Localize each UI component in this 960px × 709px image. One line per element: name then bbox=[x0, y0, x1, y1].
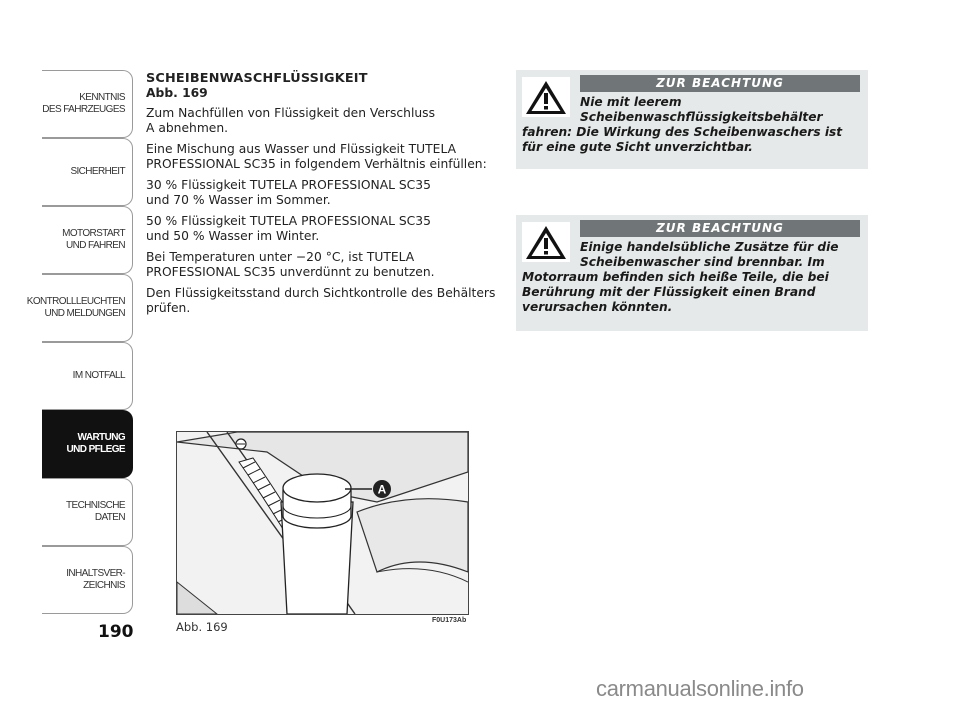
callout-a-label: A bbox=[377, 482, 387, 497]
warning-title: ZUR BEACHTUNG bbox=[580, 220, 860, 237]
tab-wartung-und-pflege[interactable]: WARTUNG UND PFLEGE bbox=[42, 410, 133, 478]
warning-text-lead: Einige handelsübliche Zusätze für die Scheibenwascher sind brennbar. Im bbox=[580, 240, 839, 269]
warning-title: ZUR BEACHTUNG bbox=[580, 75, 860, 92]
warning-box bbox=[516, 70, 868, 169]
page-number: 190 bbox=[98, 622, 134, 642]
warning-text-lead: Nie mit leerem Scheibenwaschflüssigkeitsbehälter bbox=[580, 95, 823, 124]
warning-triangle-icon bbox=[522, 77, 570, 117]
paragraph: Eine Mischung aus Wasser und Flüssigkeit TUTELA PROFESSIONAL SC35 in folgendem Verhältnis einfüllen: bbox=[146, 142, 487, 171]
tab-kontrollleuchten[interactable]: KONTROLLLEUCHTEN UND MELDUNGEN bbox=[42, 274, 133, 342]
tab-motorstart[interactable]: MOTORSTART UND FAHREN bbox=[42, 206, 133, 274]
warning-text-rest: Motorraum befinden sich heiße Teile, die bei Berührung mit der Flüssigkeit einen Brand verursachen könnten. bbox=[522, 270, 829, 314]
chapter-tabs bbox=[26, 70, 133, 614]
warning-triangle-icon bbox=[522, 222, 570, 262]
tab-technische-daten[interactable]: TECHNISCHE DATEN bbox=[42, 478, 133, 546]
warning-text-rest: fahren: Die Wirkung des Scheibenwaschers ist für eine gute Sicht unverzichtbar. bbox=[522, 125, 843, 154]
tab-im-notfall[interactable]: IM NOTFALL bbox=[42, 342, 133, 410]
tab-sicherheit[interactable]: SICHERHEIT bbox=[42, 138, 133, 206]
warning-text bbox=[522, 240, 860, 315]
figure-caption: Abb. 169 bbox=[176, 620, 228, 634]
paragraph: Zum Nachfüllen von Flüssigkeit den Verschluss A abnehmen. bbox=[146, 106, 435, 135]
section-heading: SCHEIBENWASCHFLÜSSIGKEIT bbox=[146, 71, 368, 86]
warning-text bbox=[522, 95, 860, 155]
paragraph: 30 % Flüssigkeit TUTELA PROFESSIONAL SC35 und 70 % Wasser im Sommer. bbox=[146, 178, 431, 207]
watermark: carmanualsonline.info bbox=[596, 676, 804, 701]
paragraph: Den Flüssigkeitsstand durch Sichtkontrolle des Behälters prüfen. bbox=[146, 286, 496, 315]
figure-code: F0U173Ab bbox=[432, 617, 467, 624]
tab-inhaltsverzeichnis[interactable]: INHALTSVER- ZEICHNIS bbox=[42, 546, 133, 614]
figure-reference: Abb. 169 bbox=[146, 86, 208, 100]
main-content bbox=[146, 71, 501, 322]
tab-kenntnis[interactable]: KENNTNIS DES FAHRZEUGES bbox=[42, 70, 133, 138]
paragraph: Bei Temperaturen unter −20 °C, ist TUTELA PROFESSIONAL SC35 unverdünnt zu benutzen. bbox=[146, 250, 435, 279]
washer-reservoir-illustration bbox=[177, 432, 468, 614]
warning-box bbox=[516, 215, 868, 331]
paragraph: 50 % Flüssigkeit TUTELA PROFESSIONAL SC35 und 50 % Wasser im Winter. bbox=[146, 214, 431, 243]
washer-reservoir-figure bbox=[176, 431, 469, 615]
